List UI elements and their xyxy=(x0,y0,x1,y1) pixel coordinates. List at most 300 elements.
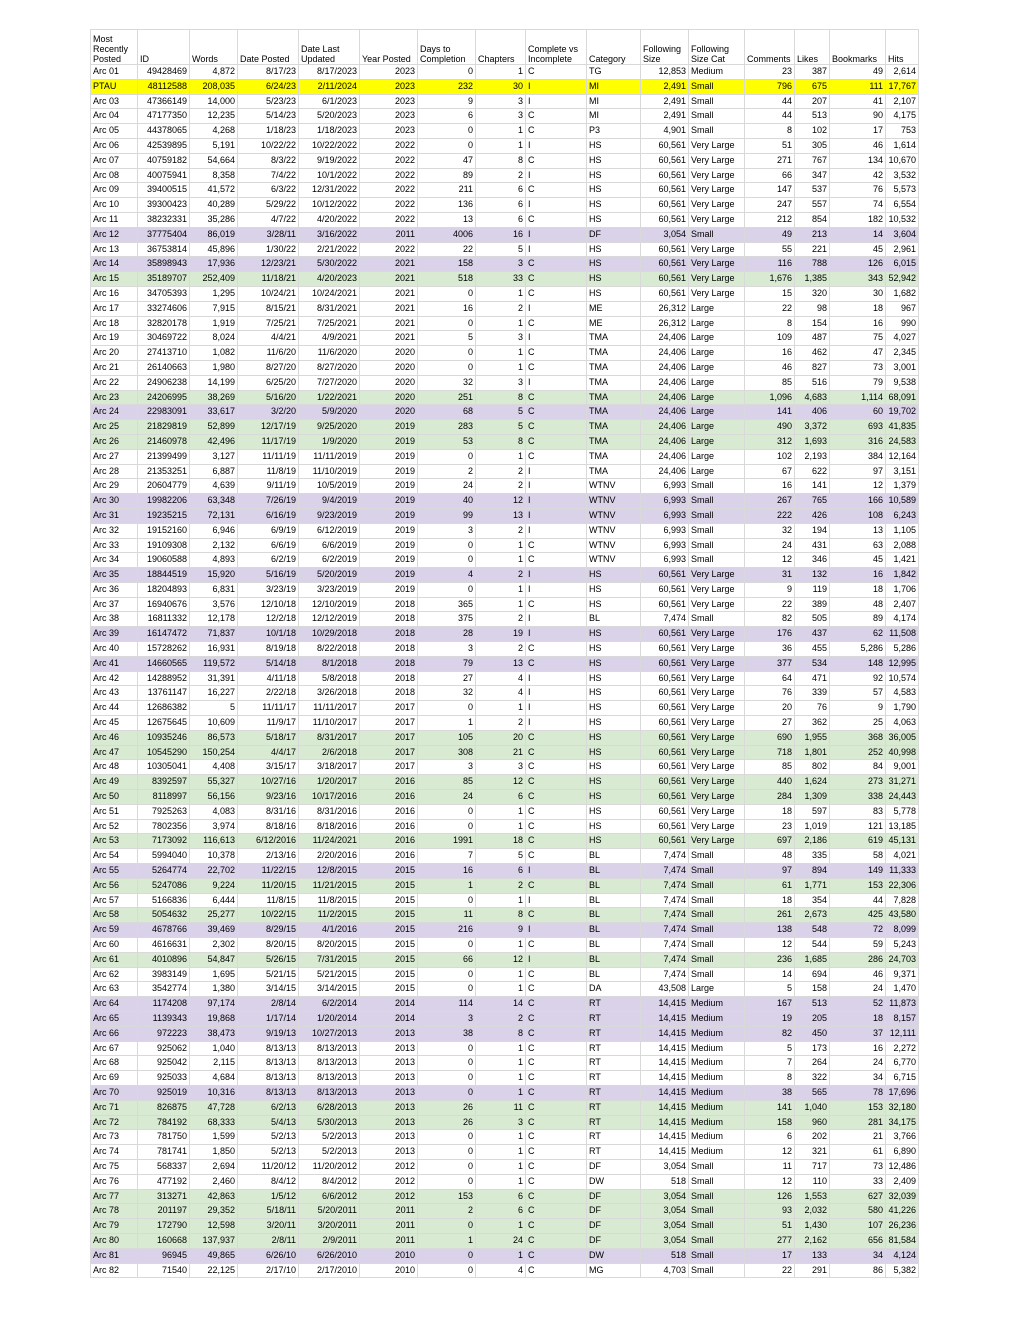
table-cell: 12/12/2019 xyxy=(299,612,360,627)
table-cell: 60,561 xyxy=(641,804,689,819)
table-cell: 5 xyxy=(476,242,526,257)
table-cell: DF xyxy=(587,1189,641,1204)
table-cell: 2023 xyxy=(360,94,418,109)
table-cell: 2,614 xyxy=(886,65,919,80)
table-cell: 40759182 xyxy=(138,153,190,168)
table-cell: 60,561 xyxy=(641,760,689,775)
table-cell: 9,538 xyxy=(886,375,919,390)
table-cell: Small xyxy=(689,494,745,509)
table-cell: 67 xyxy=(745,464,795,479)
table-cell: 693 xyxy=(830,420,886,435)
table-cell: 9/23/16 xyxy=(238,790,299,805)
table-cell: 18 xyxy=(476,834,526,849)
table-cell: 36,005 xyxy=(886,730,919,745)
table-cell: 40 xyxy=(418,494,476,509)
table-cell: TMA xyxy=(587,420,641,435)
table-cell: Medium xyxy=(689,997,745,1012)
table-cell: 11 xyxy=(476,1100,526,1115)
table-cell: 15728262 xyxy=(138,642,190,657)
table-cell: MG xyxy=(587,1263,641,1278)
table-cell: 12,995 xyxy=(886,656,919,671)
table-cell: 7,828 xyxy=(886,893,919,908)
table-cell: 47177350 xyxy=(138,109,190,124)
table-cell: 2/22/18 xyxy=(238,686,299,701)
table-cell: 11/11/17 xyxy=(238,701,299,716)
table-cell: Arc 36 xyxy=(91,582,138,597)
table-cell: Small xyxy=(689,1204,745,1219)
table-cell: 1/30/22 xyxy=(238,242,299,257)
table-cell: 2,132 xyxy=(190,538,238,553)
table-cell: Large xyxy=(689,464,745,479)
table-cell: 49,865 xyxy=(190,1248,238,1263)
table-cell: 960 xyxy=(795,1115,830,1130)
table-cell: Arc 26 xyxy=(91,434,138,449)
table-cell: 753 xyxy=(886,124,919,139)
table-cell: 4 xyxy=(476,686,526,701)
table-cell: 4,175 xyxy=(886,109,919,124)
table-cell: Arc 17 xyxy=(91,301,138,316)
table-cell: 8118997 xyxy=(138,790,190,805)
table-cell: Very Large xyxy=(689,790,745,805)
table-cell: Arc 59 xyxy=(91,923,138,938)
table-cell: 2,162 xyxy=(795,1233,830,1248)
table-cell: 5/14/23 xyxy=(238,109,299,124)
table-cell: 33 xyxy=(830,1174,886,1189)
table-cell: 90 xyxy=(830,109,886,124)
table-cell: 2019 xyxy=(360,420,418,435)
table-cell: HS xyxy=(587,242,641,257)
table-cell: 2017 xyxy=(360,730,418,745)
table-cell: 38,473 xyxy=(190,1026,238,1041)
table-cell: 40075941 xyxy=(138,168,190,183)
table-cell: Arc 72 xyxy=(91,1115,138,1130)
table-cell: 2 xyxy=(476,1012,526,1027)
table-cell: 76 xyxy=(830,183,886,198)
table-cell: 9,371 xyxy=(886,967,919,982)
table-cell: 14,415 xyxy=(641,1026,689,1041)
table-cell: 60,561 xyxy=(641,257,689,272)
table-cell: 8/19/18 xyxy=(238,642,299,657)
table-cell: RT xyxy=(587,1041,641,1056)
table-cell: 160668 xyxy=(138,1233,190,1248)
table-cell: 22,125 xyxy=(190,1263,238,1278)
table-cell: 1,980 xyxy=(190,360,238,375)
table-cell: 0 xyxy=(418,1130,476,1145)
table-cell: 0 xyxy=(418,286,476,301)
table-row xyxy=(91,479,919,494)
column-header: Date Last Updated xyxy=(299,30,360,65)
table-cell: 8/13/2013 xyxy=(299,1085,360,1100)
table-cell: 2 xyxy=(476,168,526,183)
table-cell: 6,993 xyxy=(641,523,689,538)
table-cell: Small xyxy=(689,1263,745,1278)
table-cell: Arc 80 xyxy=(91,1233,138,1248)
table-cell: Arc 42 xyxy=(91,671,138,686)
table-cell: Arc 18 xyxy=(91,316,138,331)
table-cell: I xyxy=(526,864,587,879)
table-cell: 3 xyxy=(476,94,526,109)
table-cell: 110 xyxy=(795,1174,830,1189)
table-cell: 24,406 xyxy=(641,390,689,405)
table-cell: 6/16/19 xyxy=(238,508,299,523)
table-cell: 4,124 xyxy=(886,1248,919,1263)
table-cell: 19060588 xyxy=(138,553,190,568)
table-cell: 18844519 xyxy=(138,568,190,583)
table-cell: 925042 xyxy=(138,1056,190,1071)
table-cell: 1 xyxy=(476,346,526,361)
table-cell: 6,770 xyxy=(886,1056,919,1071)
table-cell: 13 xyxy=(830,523,886,538)
table-cell: 1,693 xyxy=(795,434,830,449)
table-row xyxy=(91,1100,919,1115)
table-cell: 2,491 xyxy=(641,79,689,94)
table-cell: 26,236 xyxy=(886,1219,919,1234)
table-cell: 133 xyxy=(795,1248,830,1263)
table-cell: 1 xyxy=(476,938,526,953)
table-cell: 27413710 xyxy=(138,346,190,361)
table-cell: Arc 78 xyxy=(91,1204,138,1219)
table-cell: Arc 54 xyxy=(91,849,138,864)
table-cell: 0 xyxy=(418,124,476,139)
table-row xyxy=(91,1233,919,1248)
table-cell: 1,685 xyxy=(795,952,830,967)
table-cell: C xyxy=(526,1085,587,1100)
table-cell: 8/22/2018 xyxy=(299,642,360,657)
table-cell: 10,378 xyxy=(190,849,238,864)
table-cell: 3/23/2019 xyxy=(299,582,360,597)
table-cell: 1,379 xyxy=(886,479,919,494)
table-cell: 41,835 xyxy=(886,420,919,435)
table-cell: BL xyxy=(587,908,641,923)
table-cell: 49 xyxy=(745,227,795,242)
table-cell: 6 xyxy=(476,183,526,198)
table-cell: 41 xyxy=(830,94,886,109)
table-cell: 347 xyxy=(795,168,830,183)
table-cell: 2022 xyxy=(360,153,418,168)
table-cell: 3 xyxy=(476,109,526,124)
table-cell: HS xyxy=(587,656,641,671)
table-cell: 2,961 xyxy=(886,242,919,257)
table-cell: 19152160 xyxy=(138,523,190,538)
table-row xyxy=(91,938,919,953)
table-cell: 222 xyxy=(745,508,795,523)
table-cell: 462 xyxy=(795,346,830,361)
table-cell: 37775404 xyxy=(138,227,190,242)
table-cell: Arc 64 xyxy=(91,997,138,1012)
table-cell: 6,890 xyxy=(886,1145,919,1160)
table-row xyxy=(91,79,919,94)
table-cell: 1 xyxy=(476,1159,526,1174)
table-cell: 12,111 xyxy=(886,1026,919,1041)
table-cell: 14,415 xyxy=(641,1085,689,1100)
table-cell: 21 xyxy=(830,1130,886,1145)
table-cell: Arc 67 xyxy=(91,1041,138,1056)
table-cell: 619 xyxy=(830,834,886,849)
table-cell: 3,576 xyxy=(190,597,238,612)
table-cell: 7,474 xyxy=(641,612,689,627)
table-cell: 3 xyxy=(418,760,476,775)
table-cell: 12/10/2019 xyxy=(299,597,360,612)
table-cell: HS xyxy=(587,212,641,227)
table-cell: 8/20/15 xyxy=(238,938,299,953)
table-cell: HS xyxy=(587,568,641,583)
table-cell: Very Large xyxy=(689,834,745,849)
table-cell: 8392597 xyxy=(138,775,190,790)
table-cell: HS xyxy=(587,168,641,183)
table-row xyxy=(91,878,919,893)
table-cell: 216 xyxy=(418,923,476,938)
table-cell: Very Large xyxy=(689,212,745,227)
table-cell: 0 xyxy=(418,346,476,361)
table-cell: I xyxy=(526,301,587,316)
table-cell: Large xyxy=(689,420,745,435)
table-cell: Medium xyxy=(689,1130,745,1145)
data-table xyxy=(90,29,919,1278)
table-cell: 1 xyxy=(476,1041,526,1056)
table-cell: 335 xyxy=(795,849,830,864)
table-cell: 68,333 xyxy=(190,1115,238,1130)
table-cell: 8 xyxy=(476,153,526,168)
table-cell: 11,508 xyxy=(886,627,919,642)
table-cell: BL xyxy=(587,952,641,967)
table-row xyxy=(91,538,919,553)
table-cell: 9,224 xyxy=(190,878,238,893)
table-cell: 16 xyxy=(830,1041,886,1056)
table-cell: DF xyxy=(587,1204,641,1219)
table-cell: C xyxy=(526,390,587,405)
table-cell: 12 xyxy=(830,479,886,494)
table-cell: 208,035 xyxy=(190,79,238,94)
table-cell: 16 xyxy=(830,568,886,583)
table-cell: 76 xyxy=(745,686,795,701)
table-cell: 0 xyxy=(418,1219,476,1234)
table-cell: 2013 xyxy=(360,1056,418,1071)
table-cell: Large xyxy=(689,301,745,316)
table-cell: I xyxy=(526,612,587,627)
table-cell: 1 xyxy=(476,1071,526,1086)
table-cell: 2020 xyxy=(360,346,418,361)
table-cell: 2/21/2022 xyxy=(299,242,360,257)
table-cell: 10/1/18 xyxy=(238,627,299,642)
table-cell: RT xyxy=(587,1130,641,1145)
table-cell: 18 xyxy=(830,301,886,316)
table-cell: 68,091 xyxy=(886,390,919,405)
table-cell: 6,243 xyxy=(886,508,919,523)
table-cell: 10/22/15 xyxy=(238,908,299,923)
table-cell: 1 xyxy=(476,804,526,819)
table-cell: 205 xyxy=(795,1012,830,1027)
table-cell: 30 xyxy=(476,79,526,94)
table-cell: 3/2/20 xyxy=(238,405,299,420)
table-cell: 10,574 xyxy=(886,671,919,686)
table-row xyxy=(91,967,919,982)
table-cell: 16147472 xyxy=(138,627,190,642)
table-cell: I xyxy=(526,331,587,346)
table-cell: 2015 xyxy=(360,938,418,953)
table-row xyxy=(91,804,919,819)
table-cell: 505 xyxy=(795,612,830,627)
table-cell: 1 xyxy=(476,1130,526,1145)
table-cell: 99 xyxy=(418,508,476,523)
table-cell: 4,268 xyxy=(190,124,238,139)
table-cell: 1/17/14 xyxy=(238,1012,299,1027)
table-cell: 5/4/13 xyxy=(238,1115,299,1130)
table-cell: 8/17/23 xyxy=(238,65,299,80)
table-cell: 6 xyxy=(745,1130,795,1145)
table-cell: 471 xyxy=(795,671,830,686)
table-cell: 2/8/14 xyxy=(238,997,299,1012)
table-cell: 1,801 xyxy=(795,745,830,760)
table-cell: 5,382 xyxy=(886,1263,919,1278)
table-cell: 16 xyxy=(745,346,795,361)
table-cell: 5/2/2013 xyxy=(299,1130,360,1145)
table-cell: 1,790 xyxy=(886,701,919,716)
table-cell: RT xyxy=(587,1115,641,1130)
table-cell: 5/16/20 xyxy=(238,390,299,405)
table-cell: 14,415 xyxy=(641,1056,689,1071)
table-cell: 5,573 xyxy=(886,183,919,198)
table-cell: Large xyxy=(689,346,745,361)
table-cell: 7/27/2020 xyxy=(299,375,360,390)
table-cell: 9/4/2019 xyxy=(299,494,360,509)
table-cell: 39400515 xyxy=(138,183,190,198)
table-cell: I xyxy=(526,242,587,257)
table-cell: C xyxy=(526,938,587,953)
table-cell: C xyxy=(526,1204,587,1219)
table-cell: 6/2/2019 xyxy=(299,553,360,568)
table-cell: Arc 79 xyxy=(91,1219,138,1234)
table-cell: Arc 11 xyxy=(91,212,138,227)
table-cell: 431 xyxy=(795,538,830,553)
table-cell: Arc 07 xyxy=(91,153,138,168)
table-cell: Very Large xyxy=(689,819,745,834)
table-cell: 21460978 xyxy=(138,434,190,449)
table-cell: 6/24/23 xyxy=(238,79,299,94)
table-cell: MI xyxy=(587,94,641,109)
table-cell: WTNV xyxy=(587,494,641,509)
table-cell: 126 xyxy=(745,1189,795,1204)
table-cell: 321 xyxy=(795,1145,830,1160)
table-cell: Small xyxy=(689,923,745,938)
table-cell: 6,946 xyxy=(190,523,238,538)
table-cell: C xyxy=(526,982,587,997)
table-cell: 66 xyxy=(418,952,476,967)
table-cell: C xyxy=(526,597,587,612)
table-cell: 6/25/20 xyxy=(238,375,299,390)
table-cell: 17 xyxy=(830,124,886,139)
table-cell: 60,561 xyxy=(641,656,689,671)
table-cell: C xyxy=(526,1189,587,1204)
table-cell: C xyxy=(526,1248,587,1263)
table-cell: Large xyxy=(689,360,745,375)
table-cell: 24,406 xyxy=(641,405,689,420)
table-cell: 2/9/2011 xyxy=(299,1233,360,1248)
table-cell: 26 xyxy=(418,1115,476,1130)
table-cell: Very Large xyxy=(689,153,745,168)
table-cell: 450 xyxy=(795,1026,830,1041)
table-cell: 33274606 xyxy=(138,301,190,316)
table-cell: 5,286 xyxy=(830,642,886,657)
table-cell: C xyxy=(526,420,587,435)
table-cell: 312 xyxy=(745,434,795,449)
table-cell: PTAU xyxy=(91,79,138,94)
table-cell: C xyxy=(526,1233,587,1248)
table-cell: 7 xyxy=(745,1056,795,1071)
table-cell: C xyxy=(526,257,587,272)
table-cell: 14288952 xyxy=(138,671,190,686)
table-cell: WTNV xyxy=(587,523,641,538)
table-cell: 3 xyxy=(476,1115,526,1130)
table-cell: Arc 52 xyxy=(91,819,138,834)
table-cell: C xyxy=(526,1100,587,1115)
table-cell: WTNV xyxy=(587,479,641,494)
table-cell: 0 xyxy=(418,1248,476,1263)
table-cell: Small xyxy=(689,124,745,139)
table-cell: 60,561 xyxy=(641,627,689,642)
table-cell: 194 xyxy=(795,523,830,538)
table-row xyxy=(91,301,919,316)
table-cell: 19982206 xyxy=(138,494,190,509)
table-cell: 4,021 xyxy=(886,849,919,864)
table-cell: 0 xyxy=(418,1174,476,1189)
table-cell: 61 xyxy=(830,1145,886,1160)
table-cell: 313271 xyxy=(138,1189,190,1204)
table-cell: Small xyxy=(689,538,745,553)
table-cell: 48 xyxy=(830,597,886,612)
table-cell: 2016 xyxy=(360,790,418,805)
table-cell: 4678766 xyxy=(138,923,190,938)
table-cell: 1/18/2023 xyxy=(299,124,360,139)
table-cell: 440 xyxy=(745,775,795,790)
table-cell: 33,617 xyxy=(190,405,238,420)
table-cell: 565 xyxy=(795,1085,830,1100)
table-cell: 3,054 xyxy=(641,1204,689,1219)
table-cell: 137,937 xyxy=(190,1233,238,1248)
table-cell: 14,415 xyxy=(641,1012,689,1027)
table-cell: 45,131 xyxy=(886,834,919,849)
table-cell: 8/4/12 xyxy=(238,1174,299,1189)
table-cell: Medium xyxy=(689,1026,745,1041)
table-cell: 5166836 xyxy=(138,893,190,908)
table-cell: 12675645 xyxy=(138,716,190,731)
table-row xyxy=(91,212,919,227)
table-cell: 138 xyxy=(745,923,795,938)
table-cell: 1 xyxy=(418,1233,476,1248)
table-cell: 2019 xyxy=(360,582,418,597)
table-cell: 2,032 xyxy=(795,1204,830,1219)
table-cell: 8/4/2012 xyxy=(299,1174,360,1189)
table-row xyxy=(91,1056,919,1071)
table-cell: HS xyxy=(587,198,641,213)
table-cell: Arc 40 xyxy=(91,642,138,657)
table-cell: 580 xyxy=(830,1204,886,1219)
table-cell: 7,474 xyxy=(641,878,689,893)
table-cell: Arc 66 xyxy=(91,1026,138,1041)
table-cell: 6 xyxy=(476,1204,526,1219)
table-row xyxy=(91,109,919,124)
table-cell: Arc 57 xyxy=(91,893,138,908)
table-cell: C xyxy=(526,183,587,198)
table-cell: Arc 23 xyxy=(91,390,138,405)
table-cell: 44 xyxy=(830,893,886,908)
table-cell: 11/21/2015 xyxy=(299,878,360,893)
table-cell: C xyxy=(526,1130,587,1145)
table-cell: 2018 xyxy=(360,597,418,612)
table-cell: 568337 xyxy=(138,1159,190,1174)
table-cell: 2018 xyxy=(360,671,418,686)
table-cell: 2016 xyxy=(360,849,418,864)
table-cell: 1,421 xyxy=(886,553,919,568)
